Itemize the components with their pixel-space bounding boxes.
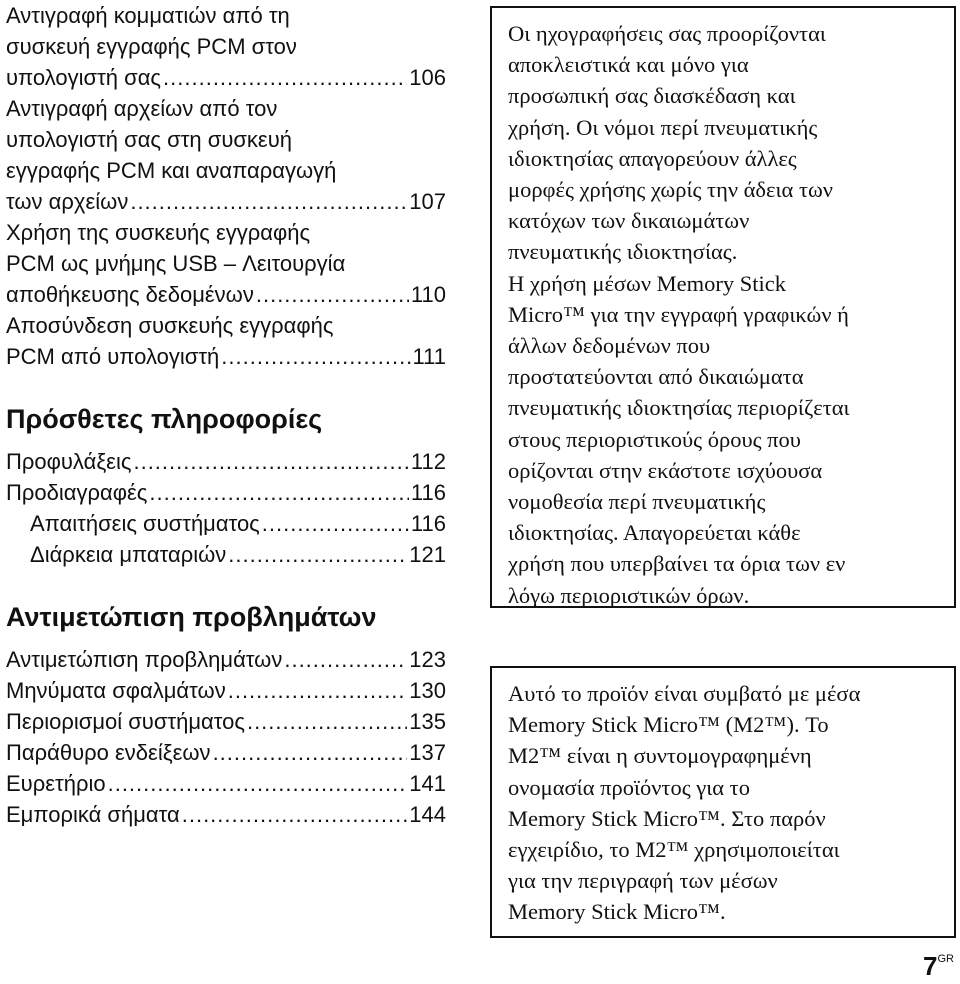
toc-entry-disconnect[interactable] <box>6 310 446 372</box>
dot-leader <box>284 644 407 675</box>
toc-entry-line: Αποσύνδεση συσκευής εγγραφής <box>6 313 334 338</box>
notice-line: μορφές χρήσης χωρίς την άδεια των <box>508 177 833 203</box>
dot-leader <box>256 279 409 310</box>
toc-page-number: 121 <box>409 542 446 567</box>
toc-entry-line: Απαιτήσεις συστήματος <box>30 511 260 536</box>
toc-entry-line: Εμπορικά σήματα <box>6 802 180 827</box>
notice-line: πνευματικής ιδιοκτησίας. <box>508 239 738 265</box>
toc-entry-line: υπολογιστή σας <box>6 65 162 90</box>
toc-entry-system-requirements[interactable] <box>6 508 446 539</box>
compat-line: Memory Stick Micro™. <box>508 899 726 925</box>
toc-entry-battery-life[interactable] <box>6 539 446 570</box>
toc-entry-line: Προδιαγραφές <box>6 480 148 505</box>
dot-leader <box>262 508 409 539</box>
toc-entry-display-window[interactable] <box>6 737 446 768</box>
toc-entry-index[interactable] <box>6 768 446 799</box>
compat-line: M2™ είναι η συντομογραφημένη <box>508 743 812 769</box>
toc-entry-line: των αρχείων <box>6 189 129 214</box>
dot-leader <box>108 768 408 799</box>
toc-entry-line: Περιορισμοί συστήματος <box>6 709 245 734</box>
notice-line: χρήση. Οι νόμοι περί πνευματικής <box>508 114 818 140</box>
toc-entry-copy-files[interactable] <box>6 93 446 217</box>
toc-entry-line: Ευρετήριο <box>6 771 106 796</box>
notice-line: Η χρήση μέσων Memory Stick <box>508 270 786 296</box>
dot-leader <box>149 477 409 508</box>
toc-entry-line: PCM ως μνήμης USB – Λειτουργία <box>6 251 346 276</box>
notice-line: άλλων δεδομένων που <box>508 333 711 359</box>
toc-entry-line: Αντιγραφή αρχείων από τον <box>6 96 278 121</box>
toc-entry-line: PCM από υπολογιστή <box>6 344 220 369</box>
notice-line: αποκλειστικά και μόνο για <box>508 52 749 78</box>
toc-page-number: 123 <box>409 647 446 672</box>
compat-line: εγχειρίδιο, το M2™ χρησιμοποιείται <box>508 837 840 863</box>
toc-entry-line: εγγραφής PCM και αναπαραγωγή <box>6 158 337 183</box>
dot-leader <box>130 186 407 217</box>
notice-line: λόγω περιοριστικών όρων. <box>508 582 750 608</box>
toc-page-number: 110 <box>410 282 446 307</box>
dot-leader <box>247 706 407 737</box>
compat-line: Memory Stick Micro™. Στο παρόν <box>508 805 826 831</box>
page-number-value: 7 <box>923 951 938 981</box>
toc-entry-line: Αντιμετώπιση προβλημάτων <box>6 647 283 672</box>
dot-leader <box>213 737 408 768</box>
notice-line: νομοθεσία περί πνευματικής <box>508 489 766 515</box>
notice-line: Οι ηχογραφήσεις σας προορίζονται <box>508 21 826 46</box>
toc-entry-specifications[interactable] <box>6 477 446 508</box>
section-heading-additional-info: Πρόσθετες πληροφορίες <box>6 404 323 434</box>
toc-page-number: 112 <box>410 449 446 474</box>
dot-leader <box>228 539 407 570</box>
toc-entry-line: Χρήση της συσκευής εγγραφής <box>6 220 311 245</box>
copyright-notice-box <box>490 6 956 608</box>
page-number <box>923 951 954 982</box>
compat-line: για την περιγραφή των μέσων <box>508 868 778 894</box>
compat-line: Memory Stick Micro™ (M2™). Το <box>508 712 829 738</box>
toc-page-number: 130 <box>409 678 446 703</box>
toc-entry-error-messages[interactable] <box>6 675 446 706</box>
toc-entry-line: Μηνύματα σφαλμάτων <box>6 678 226 703</box>
dot-leader <box>163 62 407 93</box>
toc-entry-line: αποθήκευσης δεδομένων <box>6 282 254 307</box>
toc-entry-line: συσκευή εγγραφής PCM στον <box>6 34 297 59</box>
notice-line: κατόχων των δικαιωμάτων <box>508 208 750 234</box>
toc-page-number: 137 <box>409 740 446 765</box>
toc-page-number: 144 <box>409 802 446 827</box>
compatibility-notice-box <box>490 666 956 938</box>
toc-entry-line: Προφυλάξεις <box>6 449 132 474</box>
toc-entry-line: υπολογιστή σας στη συσκευή <box>6 127 293 152</box>
compat-line: Αυτό το προϊόν είναι συμβατό με μέσα <box>508 681 861 706</box>
notice-line: ιδιοκτησίας απαγορεύουν άλλες <box>508 145 797 171</box>
section-heading-troubleshooting: Αντιμετώπιση προβλημάτων <box>6 602 377 632</box>
dot-leader <box>133 446 408 477</box>
notice-line: ορίζονται στην εκάστοτε ισχύουσα <box>508 457 823 483</box>
notice-line: ιδιοκτησίας. Απαγορεύεται κάθε <box>508 520 801 546</box>
table-of-contents <box>6 0 446 830</box>
toc-entry-trademarks[interactable] <box>6 799 446 830</box>
notice-line: Micro™ για την εγγραφή γραφικών ή <box>508 301 849 327</box>
toc-page-number: 107 <box>409 189 446 214</box>
notice-line: στους περιοριστικούς όρους που <box>508 426 801 452</box>
toc-entry-copy-tracks[interactable] <box>6 0 446 93</box>
notice-line: πνευματικής ιδιοκτησίας περιορίζεται <box>508 395 850 421</box>
dot-leader <box>182 799 408 830</box>
notice-line: προσωπική σας διασκέδαση και <box>508 83 796 109</box>
toc-entry-troubleshooting[interactable] <box>6 644 446 675</box>
page-number-suffix: GR <box>937 953 954 965</box>
dot-leader <box>228 675 408 706</box>
dot-leader <box>221 341 410 372</box>
toc-page-number: 116 <box>410 511 446 536</box>
toc-entry-line: Παράθυρο ενδείξεων <box>6 740 211 765</box>
toc-entry-usb-storage[interactable] <box>6 217 446 310</box>
notice-line: χρήση που υπερβαίνει τα όρια των εν <box>508 551 846 577</box>
toc-entry-precautions[interactable] <box>6 446 446 477</box>
notice-line: προστατεύονται από δικαιώματα <box>508 364 804 390</box>
toc-entry-line: Διάρκεια μπαταριών <box>30 542 227 567</box>
toc-page-number: 111 <box>412 344 446 369</box>
toc-entry-line: Αντιγραφή κομματιών από τη <box>6 3 290 28</box>
toc-page-number: 141 <box>409 771 446 796</box>
toc-entry-system-limitations[interactable] <box>6 706 446 737</box>
toc-page-number: 135 <box>409 709 446 734</box>
toc-page-number: 106 <box>409 65 446 90</box>
toc-page-number: 116 <box>410 480 446 505</box>
compat-line: ονομασία προϊόντος για το <box>508 774 750 800</box>
